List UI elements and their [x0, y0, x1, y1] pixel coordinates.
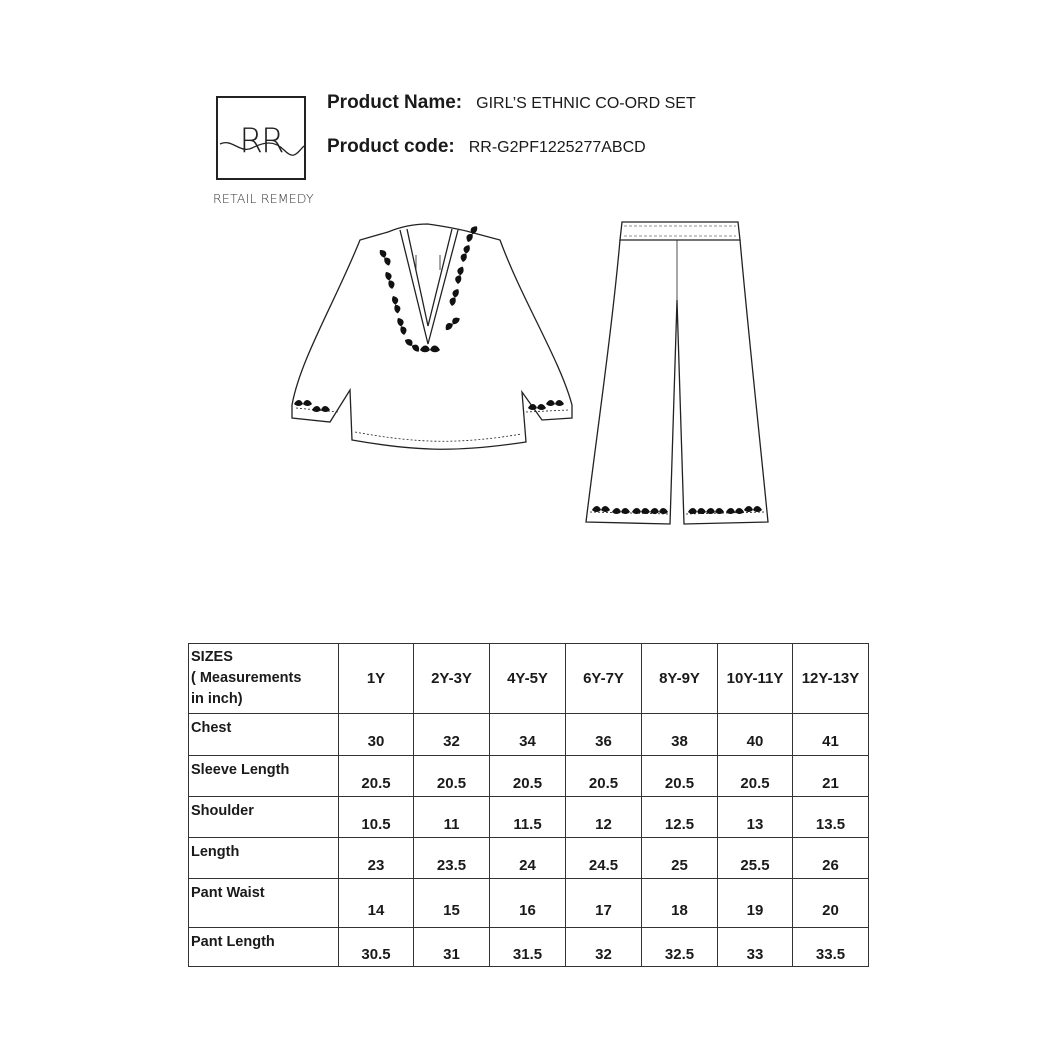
table-cell: 26	[793, 838, 869, 879]
corner-line: in inch)	[191, 691, 243, 707]
table-cell: 13	[718, 797, 793, 838]
row-label: Pant Waist	[189, 879, 339, 928]
table-cell: 19	[718, 879, 793, 928]
size-header: 4Y-5Y	[490, 644, 566, 714]
size-header-row	[189, 644, 869, 714]
table-cell: 34	[490, 714, 566, 756]
corner-line: ( Measurements	[191, 670, 302, 686]
table-cell: 15	[414, 879, 490, 928]
table-cell: 20.5	[718, 756, 793, 797]
table-row	[189, 838, 869, 879]
size-header: 8Y-9Y	[642, 644, 718, 714]
table-cell: 36	[566, 714, 642, 756]
pants-hem-embroidery	[592, 506, 762, 514]
table-cell: 25.5	[718, 838, 793, 879]
product-name-value: GIRL’S ETHNIC CO-ORD SET	[476, 95, 696, 112]
table-cell: 23	[339, 838, 414, 879]
row-label: Shoulder	[189, 797, 339, 838]
table-cell: 20.5	[490, 756, 566, 797]
pants-sketch	[586, 222, 768, 524]
table-cell: 10.5	[339, 797, 414, 838]
size-header: 6Y-7Y	[566, 644, 642, 714]
tunic-sketch	[292, 224, 572, 449]
table-cell: 18	[642, 879, 718, 928]
table-cell: 38	[642, 714, 718, 756]
table-cell: 17	[566, 879, 642, 928]
brand-name: RETAIL REMEDY	[213, 191, 314, 206]
tunic-neck-embroidery	[378, 224, 479, 353]
table-cell: 20.5	[339, 756, 414, 797]
product-name-label: Product Name:	[327, 92, 463, 113]
table-cell: 32	[566, 928, 642, 967]
table-cell: 11.5	[490, 797, 566, 838]
corner-line: SIZES	[191, 649, 233, 665]
table-row	[189, 928, 869, 967]
table-cell: 24.5	[566, 838, 642, 879]
size-header: 1Y	[339, 644, 414, 714]
table-cell: 20.5	[566, 756, 642, 797]
table-cell: 14	[339, 879, 414, 928]
table-cell: 33	[718, 928, 793, 967]
table-cell: 40	[718, 714, 793, 756]
table-cell: 32	[414, 714, 490, 756]
table-row	[189, 714, 869, 756]
table-cell: 25	[642, 838, 718, 879]
product-code-value: RR-G2PF1225277ABCD	[468, 139, 646, 156]
table-cell: 32.5	[642, 928, 718, 967]
row-label: Length	[189, 838, 339, 879]
table-cell: 20.5	[642, 756, 718, 797]
table-cell: 20	[793, 879, 869, 928]
table-row	[189, 797, 869, 838]
size-header: 2Y-3Y	[414, 644, 490, 714]
size-chart-table	[188, 643, 869, 967]
size-chart-corner	[189, 644, 339, 714]
row-label: Chest	[189, 714, 339, 756]
table-row	[189, 879, 869, 928]
table-cell: 33.5	[793, 928, 869, 967]
size-header: 12Y-13Y	[793, 644, 869, 714]
table-cell: 30.5	[339, 928, 414, 967]
table-cell: 21	[793, 756, 869, 797]
row-label: Sleeve Length	[189, 756, 339, 797]
table-cell: 12	[566, 797, 642, 838]
table-cell: 24	[490, 838, 566, 879]
table-cell: 31.5	[490, 928, 566, 967]
table-cell: 23.5	[414, 838, 490, 879]
row-label: Pant Length	[189, 928, 339, 967]
table-cell: 30	[339, 714, 414, 756]
table-cell: 31	[414, 928, 490, 967]
table-cell: 41	[793, 714, 869, 756]
table-cell: 16	[490, 879, 566, 928]
table-cell: 13.5	[793, 797, 869, 838]
svg-text:RR: RR	[239, 121, 283, 161]
product-code-label: Product code:	[327, 136, 455, 157]
table-cell: 11	[414, 797, 490, 838]
table-cell: 20.5	[414, 756, 490, 797]
size-header: 10Y-11Y	[718, 644, 793, 714]
table-row	[189, 756, 869, 797]
table-cell: 12.5	[642, 797, 718, 838]
